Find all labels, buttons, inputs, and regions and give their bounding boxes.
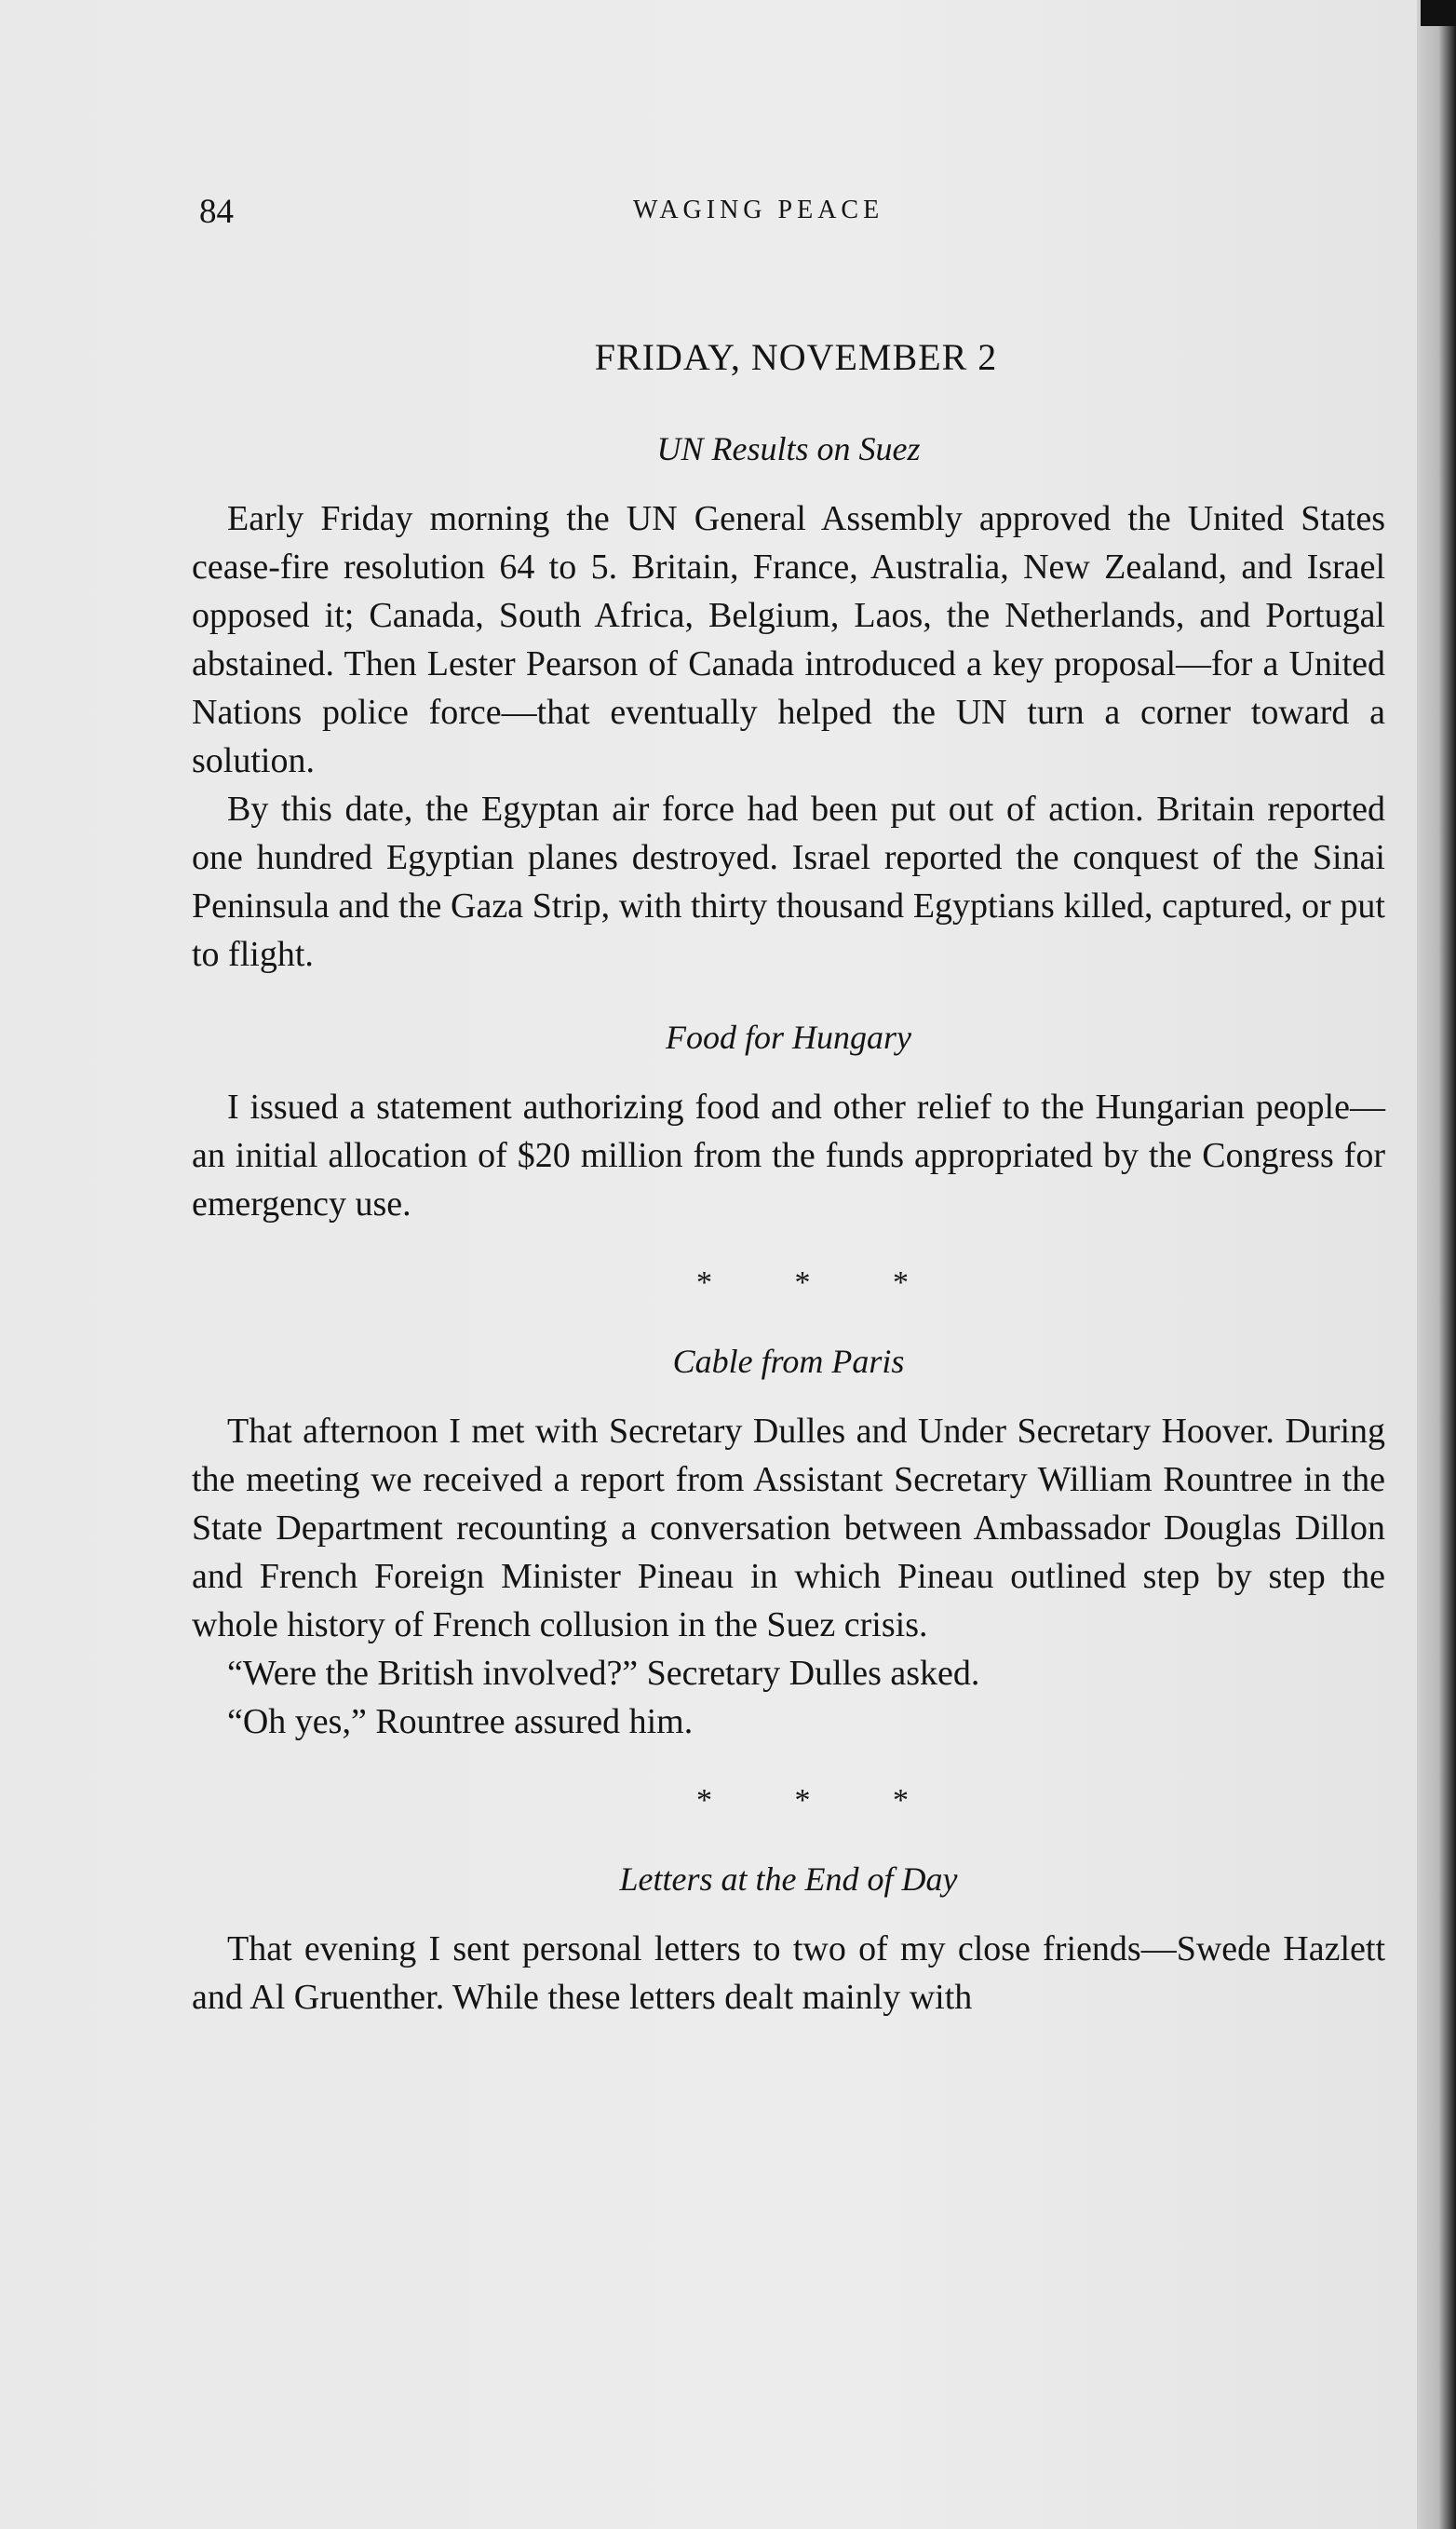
section-separator: * * * xyxy=(696,1783,946,1818)
paragraph-food-for-hungary: I issued a statement authorizing food and other relief to the Hungarian people—an initial allocation of $20 million from the funds appropriated by the Congress for emergency use. xyxy=(192,1088,1385,1224)
page-header xyxy=(199,192,1382,238)
section-heading-cable-from-paris: Cable from Paris xyxy=(672,1343,905,1380)
spine-edge xyxy=(1421,0,1456,26)
section-separator: * * * xyxy=(696,1265,946,1300)
paragraph-un-results-1: Early Friday morning the UN General Assembly approved the United States cease-fire resolution 64 to 5. Britain, France, Australia, New Zealand, and Israel opposed it; Canada, South Africa, Belgium, Laos, the Netherlands, and Portugal abstained. Then Lester Pearson of Canada introduced a key proposal—for a United Nations police force—that eventually helped the UN turn a corner toward a solution. xyxy=(192,499,1385,780)
paragraph-letters: That evening I sent personal letters to two of my close friends—Swede Hazlett and Al Gruenther. While these letters dealt mainly with xyxy=(192,1929,1385,2017)
page-body xyxy=(192,335,1385,2022)
paragraph-cable-from-paris-1: That afternoon I met with Secretary Dulles and Under Secretary Hoover. During the meeting we received a report from Assistant Secretary William Rountree in the State Department recounting a conversation between Ambassador Douglas Dillon and French Foreign Minister Pineau in which Pineau outlined step by step the whole history of French collusion in the Suez crisis. xyxy=(192,1412,1385,1644)
day-heading: FRIDAY, NOVEMBER 2 xyxy=(594,336,998,378)
section-heading-letters: Letters at the End of Day xyxy=(619,1860,958,1898)
section-heading-food-for-hungary: Food for Hungary xyxy=(666,1019,911,1056)
paragraph-cable-from-paris-3: “Oh yes,” Rountree assured him. xyxy=(227,1702,694,1741)
book-spine-shadow xyxy=(1417,0,1456,2529)
section-heading-un-results: UN Results on Suez xyxy=(656,430,921,467)
paragraph-un-results-2: By this date, the Egyptan air force had been put out of action. Britain reported one hundred Egyptian planes destroyed. Israel reported the conquest of the Sinai Peninsula and the Gaza Strip, with thirty thousand Egyptians killed, captured, or put to flight. xyxy=(192,790,1385,974)
paragraph-cable-from-paris-2: “Were the British involved?” Secretary Dulles asked. xyxy=(227,1654,980,1693)
page-number: 84 xyxy=(199,193,234,231)
running-head: WAGING PEACE xyxy=(633,196,884,224)
